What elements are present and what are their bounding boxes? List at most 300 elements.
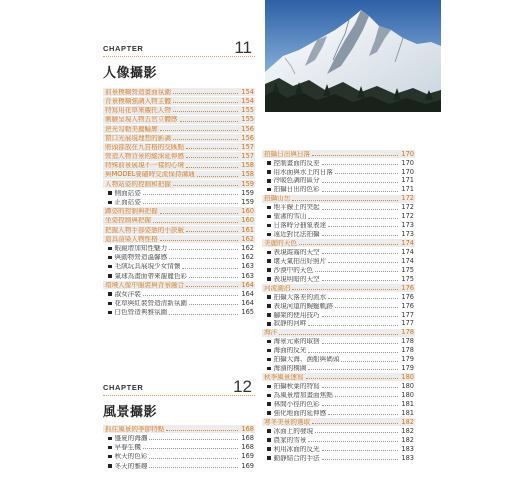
toc-subentry: [262, 445, 415, 454]
dot-leader: [182, 268, 238, 269]
square-bullet-icon: [108, 464, 112, 468]
square-bullet-icon: [267, 215, 271, 219]
toc-entry-title: 為風景增加畫面焦點: [273, 391, 333, 399]
toc-entry: [103, 171, 255, 180]
dot-leader: [322, 253, 398, 254]
dot-leader: [153, 222, 238, 223]
dot-leader: [143, 194, 238, 195]
toc-subentry: [262, 168, 415, 177]
dot-leader: [322, 182, 398, 183]
dotted-divider: [103, 56, 255, 57]
chapter-number: 11: [234, 38, 252, 57]
toc-subentry: [262, 275, 415, 284]
square-bullet-icon: [267, 170, 271, 174]
toc-subentry: [262, 230, 415, 239]
toc-subentry: [262, 454, 415, 463]
toc-entry: [103, 125, 255, 134]
dot-leader: [335, 396, 398, 397]
toc-page-number: 174: [401, 239, 414, 248]
toc-page-number: 157: [241, 142, 254, 151]
square-bullet-icon: [267, 411, 271, 415]
dot-leader: [315, 432, 398, 433]
square-bullet-icon: [267, 456, 271, 460]
dot-leader: [328, 298, 398, 299]
chapter-label: CHAPTER: [103, 44, 144, 53]
toc-page-number: 162: [241, 234, 254, 243]
dot-leader: [322, 450, 398, 451]
toc-subentry: [262, 266, 415, 275]
dot-leader: [197, 176, 238, 177]
toc-page-number: 161: [241, 225, 254, 234]
toc-entry-title: 盛夏的海灘: [114, 434, 148, 442]
toc-entry-title: 秋天的色彩: [114, 453, 148, 460]
toc-page-number: 183: [401, 444, 414, 453]
toc-entry: [103, 235, 255, 244]
toc-subentry: [262, 436, 415, 445]
toc-entry-title: 營造人物背景的縱深延伸感: [105, 153, 185, 160]
toc-entry-title: 人物站姿的控制和把握: [105, 180, 171, 188]
toc-entry-title: 特殊前景展現不一樣的心境: [105, 162, 185, 169]
toc-entry: [103, 116, 255, 125]
toc-entry-title: 表現河道的蜿蜒軌跡: [273, 302, 333, 310]
toc-entry-title: 早春生機: [114, 444, 141, 451]
toc-page-number: 176: [401, 292, 414, 301]
dot-leader: [299, 244, 398, 245]
toc-entry: [103, 143, 255, 152]
toc-subentry: [103, 462, 255, 471]
square-bullet-icon: [267, 340, 271, 344]
toc-subentry: [262, 177, 415, 186]
toc-entry-title: 利用冰面的反光: [273, 445, 320, 453]
dot-leader: [322, 191, 398, 192]
toc-subentry: [103, 253, 255, 262]
dot-leader: [173, 111, 238, 112]
toc-page-number: 162: [241, 253, 254, 262]
square-bullet-icon: [267, 304, 271, 308]
toc-page-number: 182: [401, 417, 414, 426]
toc-page-number: 176: [401, 301, 414, 310]
toc-subentry: [262, 159, 415, 168]
toc-page-number: 181: [401, 399, 414, 408]
toc-page-number: 155: [241, 115, 254, 124]
toc-entry-title: 秋季風景速寫: [264, 374, 304, 381]
toc-page-number: 178: [401, 346, 414, 355]
toc-subentry: [103, 263, 255, 272]
square-bullet-icon: [267, 268, 271, 272]
toc-entry-title: 側面站姿: [114, 189, 141, 197]
toc-entry: [262, 418, 415, 427]
toc-subentry: [103, 189, 255, 198]
toc-page-number: 178: [401, 337, 414, 346]
chapter-12-header: [103, 377, 255, 423]
square-bullet-icon: [267, 251, 271, 255]
toc-entry-title: 海景元素的取捨: [273, 338, 320, 345]
toc-entry-title: 側臉呈現人物五官立體感: [105, 116, 178, 123]
dot-leader: [169, 314, 238, 315]
dot-leader: [335, 307, 398, 308]
dot-leader: [186, 157, 238, 158]
toc-entry-title: 拍攝秋葉的特寫: [273, 383, 320, 390]
toc-page-number: 171: [401, 185, 414, 194]
toc-entry-title: 河流湖泊: [264, 284, 291, 292]
toc-entry-title: 環境人像中服裝與背景融合: [105, 281, 185, 289]
toc-page-number: 172: [401, 212, 414, 221]
chapter-title: 風景攝影: [103, 405, 158, 420]
toc-entry: [262, 239, 415, 248]
dot-leader: [180, 121, 238, 122]
square-bullet-icon: [108, 292, 112, 296]
toc-page-number: 160: [241, 207, 254, 216]
toc-page-number: 171: [401, 176, 414, 185]
chapter-label: CHAPTER: [103, 383, 144, 392]
square-bullet-icon: [108, 455, 112, 459]
toc-entry-title: 拍攝大海、漁船與碼頭: [273, 356, 340, 363]
snow-mountain-photo: [265, 0, 441, 112]
toc-subentry: [103, 309, 255, 318]
toc-entry-title: 農家的雪景: [273, 436, 307, 444]
dot-leader: [308, 352, 398, 353]
toc-entry-title: 美麗的天色: [264, 240, 297, 247]
toc-subentry: [103, 272, 255, 281]
toc-entry-title: 道具渲染人物性格: [105, 235, 158, 243]
dot-leader: [173, 93, 238, 94]
square-bullet-icon: [267, 179, 271, 183]
toc-page-number: 172: [401, 203, 414, 212]
square-bullet-icon: [267, 188, 271, 192]
toc-page-number: 177: [401, 310, 414, 319]
dot-leader: [160, 240, 238, 241]
toc-entry-title: 坐姿控制與把握: [105, 217, 152, 225]
toc-page-number: 170: [401, 149, 414, 158]
chapter-title: 人像攝影: [103, 66, 158, 81]
dot-leader: [322, 459, 398, 460]
toc-page-number: 180: [401, 382, 414, 391]
dot-leader: [322, 235, 398, 236]
dot-leader: [315, 271, 398, 272]
square-bullet-icon: [108, 302, 112, 306]
toc-page-number: 173: [401, 221, 414, 230]
toc-entry-title: 強化地面的延伸感: [273, 409, 327, 417]
toc-subentry: [262, 186, 415, 195]
dot-leader: [166, 430, 238, 431]
square-bullet-icon: [267, 367, 271, 371]
toc-page-number: 170: [401, 158, 414, 167]
toc-entry: [103, 134, 255, 143]
toc-subentry: [262, 222, 415, 231]
toc-subentry: [262, 204, 415, 213]
square-bullet-icon: [267, 429, 271, 433]
toc-entry: [262, 329, 415, 338]
toc-subentry: [262, 213, 415, 222]
chapter-11-header: [103, 38, 255, 84]
dot-leader: [312, 155, 398, 156]
toc-page-number: 180: [401, 373, 414, 382]
toc-page-number: 160: [241, 216, 254, 225]
toc-entry-title: 冬天的雅趣: [114, 462, 148, 470]
toc-entry: [262, 373, 415, 382]
toc-entry: [103, 281, 255, 290]
toc-entry-title: 林間小徑的色彩: [273, 400, 320, 408]
toc-entry: [262, 150, 415, 159]
toc-subentry: [262, 311, 415, 320]
toc-entry-title: 地平線上的突起: [273, 204, 320, 211]
toc-entry-title: 拍攝日出與日落: [264, 150, 311, 158]
toc-page-number: 159: [241, 188, 254, 197]
toc-entry-title: 控制畫面的反差: [273, 159, 320, 167]
dot-leader: [306, 378, 398, 379]
toc-entry: [262, 195, 415, 204]
toc-entry-title: 腳架的使用技巧: [273, 311, 320, 319]
dot-leader: [173, 139, 238, 140]
toc-entry-title: 海濱的構圖: [273, 365, 307, 372]
dotted-divider: [103, 395, 255, 396]
toc-entry-title: 窗口光展現理想的影調: [105, 134, 171, 142]
toc-entry-title: 沙漠中的天色: [273, 266, 314, 274]
toc-entry-title: 蹲姿的控制與把握: [105, 208, 158, 215]
toc-subentry: [103, 198, 255, 207]
square-bullet-icon: [108, 201, 112, 205]
dot-leader: [169, 249, 238, 250]
square-bullet-icon: [267, 259, 271, 263]
toc-page-number: 177: [401, 319, 414, 328]
toc-page-number: 169: [241, 452, 254, 461]
chapter-11-toc-list: [103, 88, 255, 318]
dot-leader: [143, 203, 238, 204]
toc-page-number: 154: [241, 87, 254, 96]
toc-entry-title: 白色營造典雅氛圍: [114, 309, 168, 316]
dot-leader: [322, 316, 398, 317]
toc-entry-title: 抓住風景的季節特點: [105, 425, 165, 433]
square-bullet-icon: [108, 191, 112, 195]
toc-page-number: 155: [241, 106, 254, 115]
toc-subentry: [262, 427, 415, 436]
toc-subentry: [262, 338, 415, 347]
toc-page-number: 165: [241, 308, 254, 317]
dot-leader: [143, 295, 238, 296]
dot-leader: [322, 343, 398, 344]
dot-leader: [186, 286, 238, 287]
toc-entry-title: 寒冬美景的選取: [264, 418, 311, 426]
toc-page-number: 173: [401, 230, 414, 239]
toc-page-number: 154: [241, 96, 254, 105]
toc-page-number: 163: [241, 271, 254, 280]
toc-subentry: [262, 347, 415, 356]
toc-subentry: [262, 382, 415, 391]
toc-subentry: [262, 365, 415, 374]
toc-page-number: 168: [241, 433, 254, 442]
toc-entry: [103, 106, 255, 115]
toc-entry-title: 用水面與水上的日落: [273, 168, 333, 176]
dot-leader: [322, 209, 398, 210]
toc-entry-title: 氣球為畫面帶來靚麗色彩: [114, 272, 188, 280]
square-bullet-icon: [267, 224, 271, 228]
toc-subentry: [262, 409, 415, 418]
toc-page-number: 182: [401, 435, 414, 444]
dot-leader: [149, 467, 238, 468]
square-bullet-icon: [267, 438, 271, 442]
toc-subentry: [262, 320, 415, 329]
toc-page-number: 162: [241, 243, 254, 252]
toc-page-number: 157: [241, 152, 254, 161]
toc-page-number: 163: [241, 262, 254, 271]
dot-leader: [341, 361, 398, 362]
square-bullet-icon: [267, 161, 271, 165]
toc-entry-title: 冷暖色調的區分: [273, 177, 320, 185]
toc-page-number: 180: [401, 390, 414, 399]
toc-entry-title: 將頭部放在九宮格的交匯點: [105, 143, 185, 151]
toc-entry: [103, 207, 255, 216]
toc-entry-title: 逆光勾勒美麗輪廓: [105, 125, 158, 133]
toc-page-number: 156: [241, 133, 254, 142]
toc-entry-title: 海面的反光: [273, 347, 307, 354]
dot-leader: [189, 277, 238, 278]
toc-entry: [103, 425, 255, 434]
square-bullet-icon: [108, 256, 112, 260]
chapter-12-toc-list: [103, 425, 255, 471]
toc-entry-title: 表現明暗的天空: [273, 275, 320, 283]
toc-page-number: 175: [401, 274, 414, 283]
toc-page-number: 182: [401, 426, 414, 435]
dot-leader: [292, 289, 398, 290]
square-bullet-icon: [267, 394, 271, 398]
toc-page-number: 159: [241, 179, 254, 188]
toc-page-number: 172: [401, 194, 414, 203]
chapter-12-toc-list-continued: [262, 150, 415, 463]
toc-entry-title: 特寫用花草來襯托人物: [105, 107, 171, 114]
toc-subentry: [262, 248, 415, 257]
dot-leader: [149, 458, 238, 459]
toc-subentry: [262, 257, 415, 266]
toc-subentry: [103, 299, 255, 308]
toc-page-number: 164: [241, 280, 254, 289]
snow-mountain-icon: [265, 0, 441, 112]
toc-entry: [103, 226, 255, 235]
toc-subentry: [262, 391, 415, 400]
dot-leader: [322, 164, 398, 165]
toc-page-number: 158: [241, 161, 254, 170]
square-bullet-icon: [108, 311, 112, 315]
square-bullet-icon: [108, 437, 112, 441]
toc-subentry: [103, 453, 255, 462]
toc-entry-title: 正面站姿: [114, 199, 141, 206]
toc-page-number: 168: [241, 443, 254, 452]
square-bullet-icon: [267, 295, 271, 299]
toc-subentry: [103, 443, 255, 452]
toc-entry: [103, 162, 255, 171]
square-bullet-icon: [267, 447, 271, 451]
dot-leader: [160, 130, 238, 131]
square-bullet-icon: [267, 385, 271, 389]
dot-leader: [143, 448, 238, 449]
toc-page-number: 176: [401, 283, 414, 292]
square-bullet-icon: [108, 274, 112, 278]
toc-entry-title: 把握人物手部姿態的小訣竅: [105, 226, 185, 234]
toc-page-number: 164: [241, 289, 254, 298]
dot-leader: [186, 231, 238, 232]
toc-entry-title: 遠近對比法拍攝: [273, 231, 320, 238]
dot-leader: [173, 185, 238, 186]
dot-leader: [312, 423, 398, 424]
toc-page-number: 183: [401, 453, 414, 462]
toc-page-number: 156: [241, 124, 254, 133]
dot-leader: [169, 258, 238, 259]
dot-leader: [173, 102, 238, 103]
toc-entry-title: 前景模糊營造畫面氛圍: [105, 88, 171, 96]
toc-entry: [103, 88, 255, 97]
toc-page-number: 178: [401, 328, 414, 337]
toc-entry-title: 與MODEL要隨時交流保持溝通: [105, 171, 195, 179]
toc-entry: [103, 217, 255, 226]
toc-page-number: 174: [401, 247, 414, 256]
square-bullet-icon: [267, 233, 271, 237]
toc-entry-title: 毛絨玩具展現少女情懷: [114, 263, 181, 270]
toc-entry-title: 拍攝日出的色彩: [273, 186, 320, 194]
toc-entry: [103, 180, 255, 189]
dot-leader: [308, 218, 398, 219]
toc-page-number: 181: [401, 408, 414, 417]
square-bullet-icon: [267, 313, 271, 317]
square-bullet-icon: [267, 206, 271, 210]
toc-entry-title: 眼鏡增加知性魅力: [114, 244, 168, 252]
dot-leader: [335, 173, 398, 174]
toc-entry-title: 花草與紅裝營造清新氛圍: [114, 300, 188, 307]
square-bullet-icon: [267, 322, 271, 326]
toc-entry-title: 寂靜的河畔: [273, 320, 307, 328]
toc-subentry: [262, 293, 415, 302]
dot-leader: [328, 262, 398, 263]
toc-page-number: 179: [401, 355, 414, 364]
toc-entry-title: 拍攝大落差的流水: [273, 293, 327, 301]
toc-entry-title: 淑女洋裝: [114, 290, 141, 298]
toc-entry-title: 冰面上的發現: [273, 427, 314, 435]
dot-leader: [160, 213, 238, 214]
dot-leader: [322, 405, 398, 406]
toc-entry-title: 拍攝山岳: [264, 195, 291, 202]
dot-leader: [189, 304, 238, 305]
toc-page-number: 159: [241, 198, 254, 207]
dot-leader: [186, 167, 238, 168]
dot-leader: [328, 226, 398, 227]
square-bullet-icon: [267, 358, 271, 362]
dot-leader: [186, 148, 238, 149]
toc-entry: [262, 284, 415, 293]
square-bullet-icon: [267, 277, 271, 281]
toc-subentry: [103, 434, 255, 443]
dot-leader: [322, 280, 398, 281]
toc-page-number: 170: [401, 167, 414, 176]
toc-entry-title: 海洋: [264, 329, 278, 337]
toc-page-number: 179: [401, 364, 414, 373]
toc-subentry: [262, 400, 415, 409]
toc-entry-title: 背景模糊強調人物主體: [105, 97, 171, 105]
dot-leader: [279, 334, 398, 335]
square-bullet-icon: [108, 265, 112, 269]
toc-page-number: 174: [401, 256, 414, 265]
toc-subentry: [262, 302, 415, 311]
toc-entry: [103, 97, 255, 106]
square-bullet-icon: [108, 247, 112, 251]
toc-entry-title: 聖潔的雪山: [273, 213, 307, 220]
dot-leader: [292, 200, 398, 201]
square-bullet-icon: [267, 402, 271, 406]
toc-page-number: 164: [241, 299, 254, 308]
toc-entry-title: 壞天氣拍出好照片: [273, 257, 327, 265]
dot-leader: [308, 441, 398, 442]
square-bullet-icon: [267, 349, 271, 353]
toc-subentry: [103, 290, 255, 299]
toc-page-number: 175: [401, 265, 414, 274]
toc-entry-title: 表現霞霧的天空: [273, 248, 320, 256]
